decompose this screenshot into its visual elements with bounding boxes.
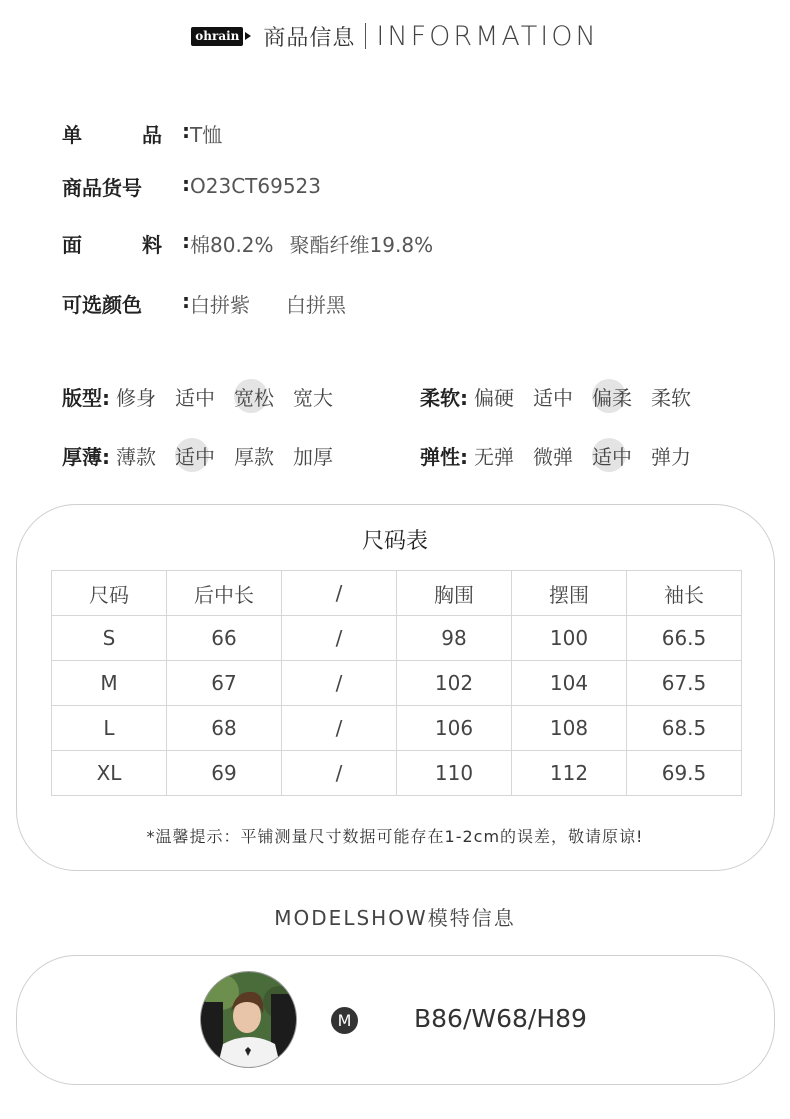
info-value: 白拼紫 白拼黑	[190, 292, 346, 317]
table-cell: 69	[167, 751, 282, 796]
table-header-cell: 袖长	[627, 571, 742, 616]
info-label: 单 品 :	[62, 118, 190, 147]
attr-label: 弹性:	[420, 444, 468, 469]
attr-option: 微弹	[533, 444, 573, 469]
table-cell: M	[52, 661, 167, 706]
attr-option: 适中	[533, 385, 573, 410]
table-cell: /	[282, 706, 397, 751]
table-cell: 112	[512, 751, 627, 796]
size-chart-table	[51, 570, 742, 796]
table-header-row	[52, 571, 742, 616]
info-row-product	[62, 118, 222, 148]
table-cell: 106	[397, 706, 512, 751]
info-label: 可选颜色 :	[62, 288, 190, 317]
table-header-cell: /	[282, 571, 397, 616]
attr-option: 无弹	[474, 444, 514, 469]
table-cell: 66.5	[627, 616, 742, 661]
table-cell: 102	[397, 661, 512, 706]
attr-option-selected: 偏柔	[592, 382, 651, 411]
attr-option-selected: 适中	[592, 441, 651, 470]
attr-option: 厚款	[234, 444, 274, 469]
table-header-cell: 胸围	[397, 571, 512, 616]
attr-label: 柔软:	[420, 385, 468, 410]
table-row	[52, 616, 742, 661]
attr-option: 加厚	[293, 444, 333, 469]
table-row	[52, 751, 742, 796]
attr-option-selected: 适中	[175, 441, 234, 470]
attr-thickness	[62, 440, 352, 470]
table-row	[52, 706, 742, 751]
table-cell: /	[282, 661, 397, 706]
model-info-panel	[16, 955, 775, 1085]
table-header-cell: 后中长	[167, 571, 282, 616]
attr-option: 薄款	[116, 444, 156, 469]
table-cell: XL	[52, 751, 167, 796]
attr-option: 偏硬	[474, 385, 514, 410]
attr-option: 适中	[175, 385, 215, 410]
table-cell: /	[282, 616, 397, 661]
attr-option: 修身	[116, 385, 156, 410]
info-value: 棉80.2% 聚酯纤维19.8%	[190, 232, 434, 257]
table-header-cell: 摆围	[512, 571, 627, 616]
table-cell: 98	[397, 616, 512, 661]
attr-label: 厚薄:	[62, 444, 110, 469]
table-cell: 104	[512, 661, 627, 706]
attr-option-selected: 宽松	[234, 382, 293, 411]
model-size-badge: M	[331, 1007, 358, 1034]
attr-softness	[420, 381, 710, 411]
info-row-sku	[62, 171, 321, 201]
header-divider	[365, 23, 366, 49]
table-cell: L	[52, 706, 167, 751]
attr-option: 弹力	[651, 444, 691, 469]
size-chart-note: *温馨提示：平铺测量尺寸数据可能存在1-2cm的误差，敬请原谅!	[146, 827, 644, 846]
table-cell: 67.5	[627, 661, 742, 706]
info-label: 商品货号 :	[62, 171, 190, 200]
size-chart-title: 尺码表	[361, 529, 428, 554]
table-cell: 68	[167, 706, 282, 751]
header-title-cn: 商品信息	[263, 25, 356, 51]
brand-logo	[191, 27, 251, 46]
table-header-cell: 尺码	[52, 571, 167, 616]
attr-option: 宽大	[293, 385, 333, 410]
table-cell: 100	[512, 616, 627, 661]
attr-elasticity	[420, 440, 710, 470]
play-triangle-icon	[245, 32, 251, 40]
table-cell: 110	[397, 751, 512, 796]
table-cell: 67	[167, 661, 282, 706]
table-cell: /	[282, 751, 397, 796]
attr-option: 柔软	[651, 385, 691, 410]
table-cell: 69.5	[627, 751, 742, 796]
info-value: O23CT69523	[190, 174, 321, 198]
table-row	[52, 661, 742, 706]
table-cell: S	[52, 616, 167, 661]
table-cell: 66	[167, 616, 282, 661]
model-section-title: MODELSHOW模特信息	[274, 906, 516, 930]
table-cell: 68.5	[627, 706, 742, 751]
info-row-colors	[62, 288, 346, 318]
page-header	[0, 18, 790, 54]
model-measurements: B86/W68/H89	[414, 1004, 587, 1033]
header-title-en: INFORMATION	[376, 20, 599, 52]
model-avatar	[200, 971, 297, 1068]
attr-label: 版型:	[62, 385, 110, 410]
info-row-material	[62, 228, 433, 258]
table-cell: 108	[512, 706, 627, 751]
brand-logo-text: ohrain	[191, 27, 243, 46]
info-label: 面 料 :	[62, 228, 190, 257]
info-value: T恤	[190, 122, 223, 147]
attr-fit	[62, 381, 352, 411]
